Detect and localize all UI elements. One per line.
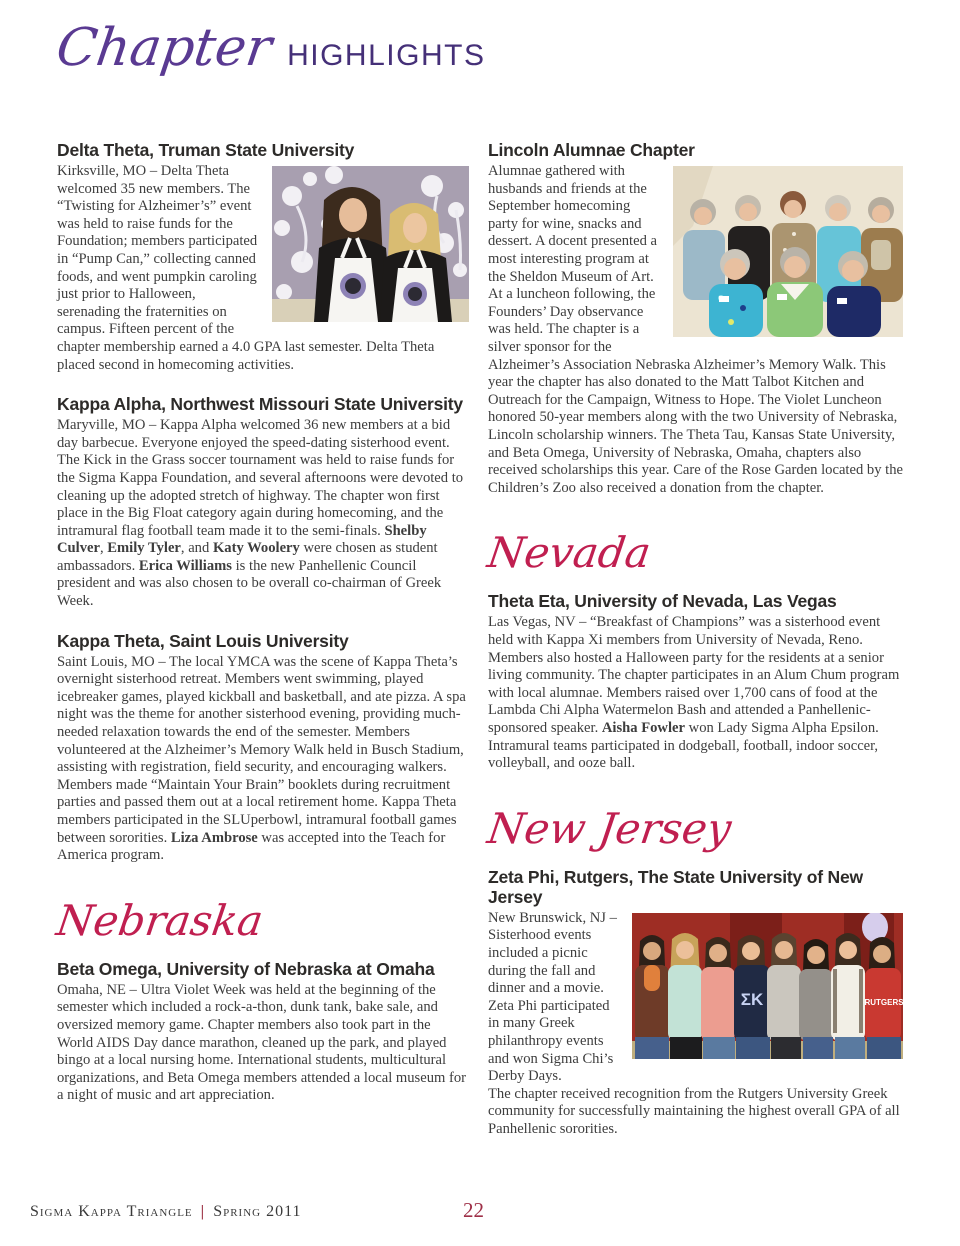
delta-theta-body: Kirksville, MO – Delta Theta welcomed 35 new members. The “Twisting for Alzheimer’s” event was held to raise funds for the Foundation; members participated in “Pump Can,” collecting canned foods, and went pumpkin caroling just prior to Halloween, serenading the fraternities on campus. Fifteen percent of the chapter membership earned a 4.0 GPA last semester. Delta Theta placed second in homecoming activities. [57, 163, 435, 373]
section-kappa-alpha [57, 394, 469, 611]
state-heading-nevada [484, 517, 903, 589]
lincoln-alumnae-photo [673, 166, 903, 337]
member-name: Shelby Culver [57, 522, 427, 557]
delta-theta-photo-graphic [272, 166, 469, 322]
section-zeta-phi [488, 867, 903, 1139]
lincoln-heading: Lincoln Alumnae Chapter [488, 140, 695, 160]
page-header [52, 18, 486, 78]
delta-theta-heading: Delta Theta, Truman State University [57, 140, 355, 160]
member-name: Erica Williams [138, 557, 232, 574]
new-jersey-script-label: New Jersey [484, 803, 735, 853]
page-number: 22 [463, 1198, 484, 1222]
publication-name: Sigma Kappa Triangle [30, 1203, 193, 1220]
beta-omega-body: Omaha, NE – Ultra Violet Week was held at the beginning of the semester which included a rock-a-thon, dunk tank, bake sale, and oversized memory game. Chapter members also took part in the World AIDS Day dance marathon, cleaned up the park, and played bingo at a local nursing home. International students, multicultural organizations, and Beta Omega members attended a local museum for a night of music and art appreciation. [57, 981, 467, 1104]
zeta-phi-photo-graphic [632, 913, 903, 1059]
nebraska-script-label: Nebraska [53, 895, 267, 945]
delta-theta-photo [272, 166, 469, 322]
issue-name: Spring 2011 [213, 1203, 302, 1220]
lincoln-photo-graphic [673, 166, 903, 337]
section-theta-eta [488, 591, 903, 772]
zeta-phi-body: New Brunswick, NJ – Sisterhood events included a picnic during the fall and dinner and a movie. Zeta Phi participated in many Greek philanthropy events and won Sigma Chi’s Derby Days. [488, 909, 617, 1085]
kappa-alpha-heading: Kappa Alpha, Northwest Missouri State University [57, 394, 463, 415]
zeta-phi-body-continued: The chapter received recognition from the Rutgers University Greek community for successfully maintaining the highest overall GPA of all Panhellenic sororities. [488, 1085, 900, 1137]
page-title: HIGHLIGHTS [287, 39, 486, 72]
page-footer [0, 1198, 960, 1228]
zeta-phi-heading: Zeta Phi, Rutgers, The State University of New Jersey [488, 866, 863, 907]
member-name: Emily Tyler [107, 540, 181, 557]
footer-publication-line [30, 1203, 302, 1221]
state-heading-nebraska [53, 885, 469, 957]
right-column [484, 140, 903, 1159]
nevada-script-label: Nevada [484, 528, 654, 578]
section-lincoln-alumnae [488, 140, 903, 497]
section-delta-theta [57, 140, 469, 374]
header-script-word: Chapter [52, 18, 276, 78]
kappa-alpha-body: Maryville, MO – Kappa Alpha welcomed 36 new members at a bid day barbecue. Everyone enjoyed the speed-dating sisterhood event. The Kick in the Grass soccer tournament was held to raise funds for the Sigma Kappa Foundation, and several afternoons were devoted to cleaning up the adopted stretch of highway. The chapter won first place in the Big Float category again during homecoming, and the intramural flag football team made it to the semi-finals. Shelby Culver, Emily Tyler, and Katy Woolery were chosen as student ambassadors. Erica Williams is the new Panhellenic Council president and was also chosen to be overall co-chairman of Greek Week. [57, 417, 464, 610]
sigma-kappa-letters: ΣΚ [740, 989, 764, 1009]
zeta-phi-photo [632, 913, 903, 1059]
rutgers-shirt-text: RUTGERS [864, 997, 903, 1007]
member-name: Liza Ambrose [170, 829, 258, 846]
section-beta-omega [57, 959, 469, 1105]
lincoln-body: Alumnae gathered with husbands and friends at the September homecoming party for wine, snacks and dessert. A docent presented a most interesting program at the Sheldon Museum of Art. At a luncheon following, the Founders’ Day observance was held. The chapter is a silver sponsor for the Alzheimer’s Association Nebraska Alzheimer’s Memory Walk. This year the chapter has also donated to the Matt Talbot Kitchen and Outreach for the Campaign, Witness to Hope. The Violet Luncheon honored 50-year members along with the two University of Nebraska, Lincoln scholarship winners. The Theta Tau, Kansas State University, and Beta Omega, University of Nebraska, Omaha, chapters also received scholarships this year. Care of the Rose Garden located by the Children’s Zoo also received a donation from the chapter. [488, 163, 903, 496]
kappa-theta-body: Saint Louis, MO – The local YMCA was the scene of Kappa Theta’s overnight sisterhood retreat. Members went swimming, played icebreaker games, played kickball and basketball, and ate pizza. A spa night was the theme for another sisterhood evening, providing much-needed relaxation towards the end of the semester. Members volunteered at the Alzheimer’s Memory Walk held in Busch Stadium, assisting with registration, field security, and encouraging walkers. Members made “Maintain Your Brain” booklets during recruitment parties and passed them out at a local retirement home. Kappa Theta members participated in the SLUperbowl, intramural football games between sororities. Liza Ambrose was accepted into the Teach for America program. [57, 653, 466, 864]
kappa-theta-heading: Kappa Theta, Saint Louis University [57, 630, 349, 651]
left-column [53, 140, 469, 1125]
member-name: Aisha Fowler [601, 719, 685, 736]
footer-separator: | [200, 1203, 206, 1220]
theta-eta-heading: Theta Eta, University of Nevada, Las Vegas [488, 591, 837, 612]
section-kappa-theta [57, 631, 469, 865]
member-name: Katy Woolery [212, 540, 300, 557]
theta-eta-body: Las Vegas, NV – “Breakfast of Champions” was a sisterhood event held with Kappa Xi members from University of Nevada, Reno. Members also hosted a Halloween party for the residents at a senior living community. The chapter participates in an Alum Chum program with local alumnae. Members raised over 1,700 cans of food at the Lambda Chi Alpha Watermelon Bash and attended a Panhellenic-sponsored speaker. Aisha Fowler won Lady Sigma Alpha Epsilon. Intramural teams participated in dodgeball, football, indoor soccer, volleyball, and ooze ball. [488, 614, 900, 772]
state-heading-new-jersey [484, 793, 903, 865]
beta-omega-heading: Beta Omega, University of Nebraska at Omaha [57, 958, 435, 979]
